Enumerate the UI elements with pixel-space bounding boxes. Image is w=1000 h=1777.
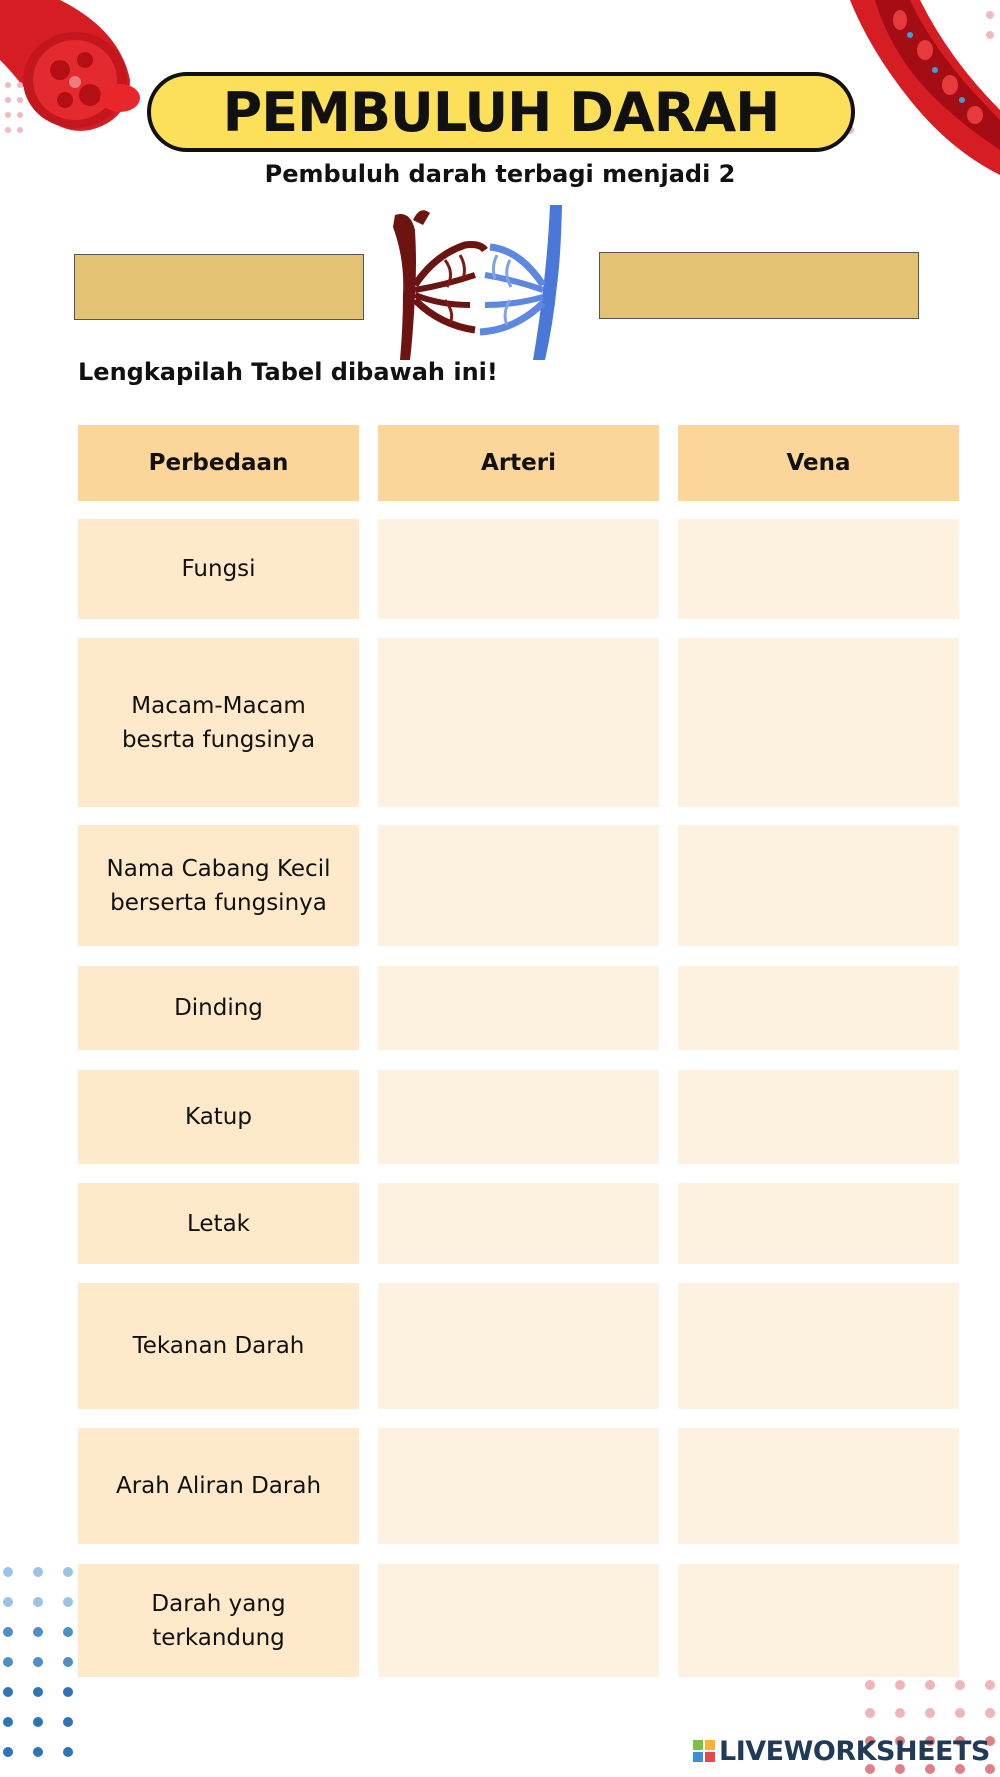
title-banner [147, 72, 855, 152]
page-title: PEMBULUH DARAH [222, 80, 780, 144]
vena-answer-cell[interactable] [678, 1564, 959, 1677]
arteri-answer-cell[interactable] [378, 966, 659, 1050]
table-row-label: Darah yang terkandung [78, 1564, 359, 1677]
vena-answer-cell[interactable] [678, 966, 959, 1050]
vena-answer-cell[interactable] [678, 1183, 959, 1264]
vena-answer-cell[interactable] [678, 1070, 959, 1164]
liveworksheets-logo-icon [693, 1740, 715, 1762]
table-row-label: Arah Aliran Darah [78, 1428, 359, 1544]
table-header-arteri: Arteri [378, 425, 659, 501]
table-row-label: Macam-Macam besrta fungsinya [78, 638, 359, 807]
arteri-answer-cell[interactable] [378, 825, 659, 946]
arteri-answer-cell[interactable] [378, 519, 659, 619]
answer-box-right[interactable] [599, 252, 919, 319]
table-header-vena: Vena [678, 425, 959, 501]
arteri-answer-cell[interactable] [378, 1070, 659, 1164]
brand-name: LIVEWORKSHEETS [719, 1735, 990, 1767]
table-row-label: Fungsi [78, 519, 359, 619]
table-row-label: Nama Cabang Kecil berserta fungsinya [78, 825, 359, 946]
vena-answer-cell[interactable] [678, 638, 959, 807]
subtitle: Pembuluh darah terbagi menjadi 2 [264, 160, 736, 188]
arteri-answer-cell[interactable] [378, 1283, 659, 1409]
table-row-label: Dinding [78, 966, 359, 1050]
instruction-text: Lengkapilah Tabel dibawah ini! [78, 358, 498, 386]
blood-vessel-left-icon [0, 0, 150, 140]
table-header-perbedaan: Perbedaan [78, 425, 359, 501]
arteri-answer-cell[interactable] [378, 1428, 659, 1544]
arteri-answer-cell[interactable] [378, 1564, 659, 1677]
table-row-label: Katup [78, 1070, 359, 1164]
vena-answer-cell[interactable] [678, 519, 959, 619]
artery-vein-diagram-icon [385, 205, 575, 363]
dot-pattern-left-icon [0, 1560, 80, 1777]
arteri-answer-cell[interactable] [378, 638, 659, 807]
arteri-answer-cell[interactable] [378, 1183, 659, 1264]
vena-answer-cell[interactable] [678, 1283, 959, 1409]
liveworksheets-brand[interactable] [693, 1736, 990, 1766]
table-row-label: Tekanan Darah [78, 1283, 359, 1409]
vena-answer-cell[interactable] [678, 1428, 959, 1544]
vena-answer-cell[interactable] [678, 825, 959, 946]
table-row-label: Letak [78, 1183, 359, 1264]
answer-box-left[interactable] [74, 254, 364, 320]
blood-vessel-right-icon [840, 0, 1000, 180]
